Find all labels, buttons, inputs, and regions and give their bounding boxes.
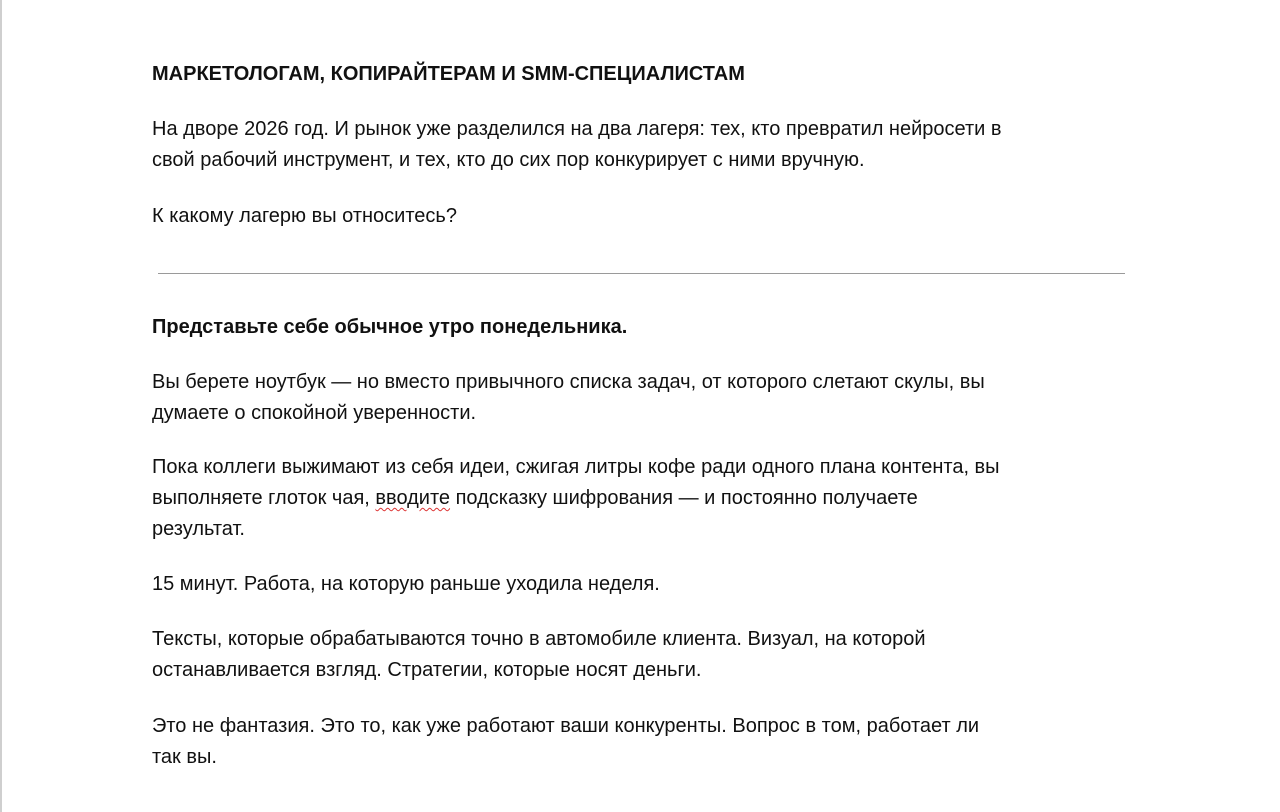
document-title: МАРКЕТОЛОГАМ, КОПИРАЙТЕРАМ И SMM-СПЕЦИАЛИСТАМ — [152, 63, 745, 85]
question: К какому лагерю вы относитесь? — [152, 205, 457, 227]
paragraph-line: Тексты, которые обрабатываются точно в автомобиле клиента. Визуал, на которой — [152, 628, 926, 650]
paragraph-line: останавливается взгляд. Стратегии, которые носят деньги. — [152, 659, 702, 681]
paragraph-line: так вы. — [152, 746, 217, 768]
text: подсказку шифрования — и постоянно получаете — [450, 487, 918, 509]
paragraph-line: Это не фантазия. Это то, как уже работают ваши конкуренты. Вопрос в том, работает ли — [152, 715, 980, 737]
paragraph-line: Пока коллеги выжимают из себя идеи, сжигая литры кофе ради одного плана контента, вы — [152, 456, 1000, 478]
page-edge — [0, 0, 2, 812]
paragraph-line: результат. — [152, 518, 245, 540]
intro-line: свой рабочий инструмент, и тех, кто до сих пор конкурирует с ними вручную. — [152, 149, 865, 171]
horizontal-divider — [158, 273, 1125, 274]
subheading: Представьте себе обычное утро понедельника. — [152, 316, 628, 338]
misspelled-word[interactable]: вводите — [375, 487, 451, 509]
intro-line: На дворе 2026 год. И рынок уже разделился на два лагеря: тех, кто превратил нейросети в — [152, 118, 1002, 140]
paragraph-line: Вы берете ноутбук — но вместо привычного списка задач, от которого слетают скулы, вы — [152, 371, 985, 393]
paragraph-line: думаете о спокойной уверенности. — [152, 402, 477, 424]
paragraph-line — [152, 486, 918, 510]
text: выполняете глоток чая, — [152, 487, 376, 509]
paragraph-line: 15 минут. Работа, на которую раньше уходила неделя. — [152, 573, 660, 595]
